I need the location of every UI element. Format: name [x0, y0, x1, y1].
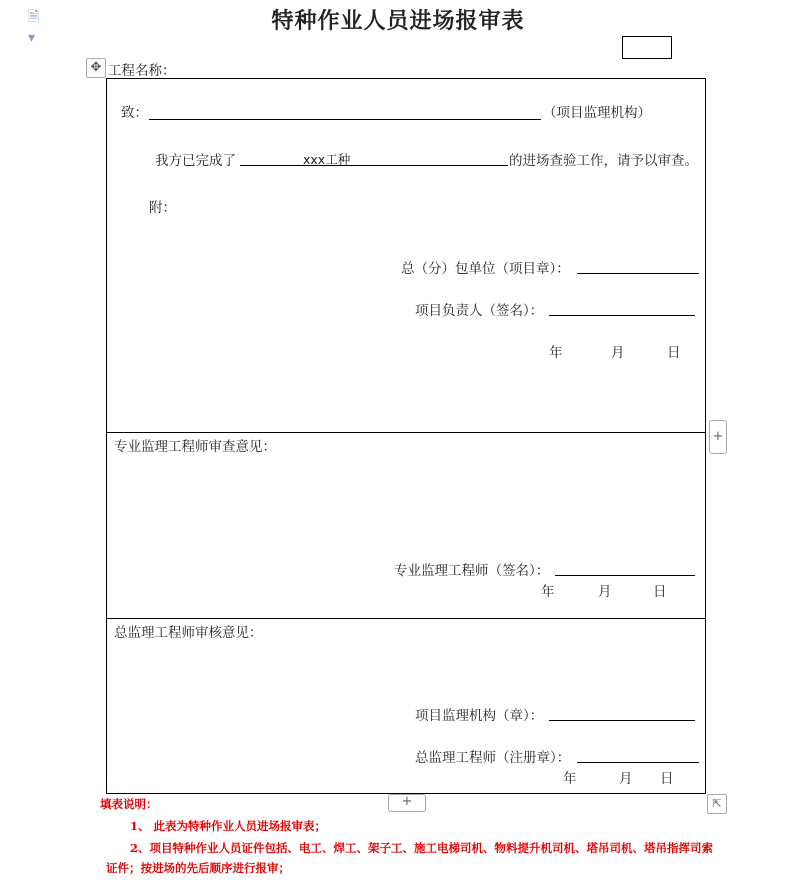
supervision-org-label: 项目监理机构（章）：: [415, 708, 544, 724]
manager-underline[interactable]: [549, 315, 695, 316]
date-month: 月: [611, 345, 625, 361]
page-title: 特种作业人员进场报审表: [271, 9, 525, 34]
chief-engineer-label: 总监理工程师（注册章）：: [415, 750, 571, 766]
chief-review-heading: 总监理工程师审核意见：: [114, 625, 263, 641]
specialist-signature-underline[interactable]: [555, 575, 695, 576]
document-icon[interactable]: 🗎▾: [28, 9, 40, 46]
section-divider: [107, 618, 705, 619]
date-day: 日: [653, 584, 667, 600]
date-day: 日: [667, 345, 681, 361]
date-day: 日: [660, 771, 674, 787]
contractor-label: 总（分）包单位（项目章）：: [401, 261, 570, 277]
date-month: 月: [619, 771, 633, 787]
date-month: 月: [598, 584, 612, 600]
date-year: 年: [563, 771, 577, 787]
notes-item-2-cont: 证件；按进场的先后顺序进行报审；: [106, 861, 290, 875]
stamp-box: [622, 36, 672, 59]
supervision-org-underline[interactable]: [549, 720, 695, 721]
attach-label: 附：: [149, 200, 176, 216]
add-row-plus-icon[interactable]: +: [388, 794, 426, 812]
notes-item-1: 1、 此表为特种作业人员进场报审表；: [130, 819, 327, 833]
add-column-plus-icon[interactable]: +: [709, 420, 727, 454]
project-name-label: 工程名称：: [108, 63, 176, 79]
specialist-engineer-label: 专业监理工程师（签名）：: [394, 563, 550, 579]
review-form-table: [106, 78, 706, 794]
contractor-underline[interactable]: [577, 273, 699, 274]
date-year: 年: [549, 345, 563, 361]
to-suffix: （项目监理机构）: [543, 105, 651, 121]
body-suffix: 的进场查验工作，请予以审查。: [509, 153, 698, 169]
work-type-value[interactable]: xxx工种: [303, 152, 351, 167]
move-handle-icon[interactable]: ✥: [86, 58, 106, 78]
section-divider: [107, 432, 705, 433]
to-underline[interactable]: [149, 119, 541, 120]
resize-icon[interactable]: ⇱: [707, 794, 727, 814]
work-type-underline[interactable]: [240, 165, 508, 166]
notes-heading: 填表说明：: [100, 797, 158, 811]
notes-item-2: 2、项目特种作业人员证件包括、电工、焊工、架子工、施工电梯司机、物料提升机司机、塔吊司机、塔吊指挥司索: [130, 841, 713, 855]
body-prefix: 我方已完成了: [155, 153, 236, 169]
specialist-review-heading: 专业监理工程师审查意见：: [114, 439, 276, 455]
to-label: 致：: [121, 105, 148, 121]
chief-engineer-underline[interactable]: [577, 762, 699, 763]
date-year: 年: [541, 584, 555, 600]
manager-label: 项目负责人（签名）：: [415, 303, 544, 319]
